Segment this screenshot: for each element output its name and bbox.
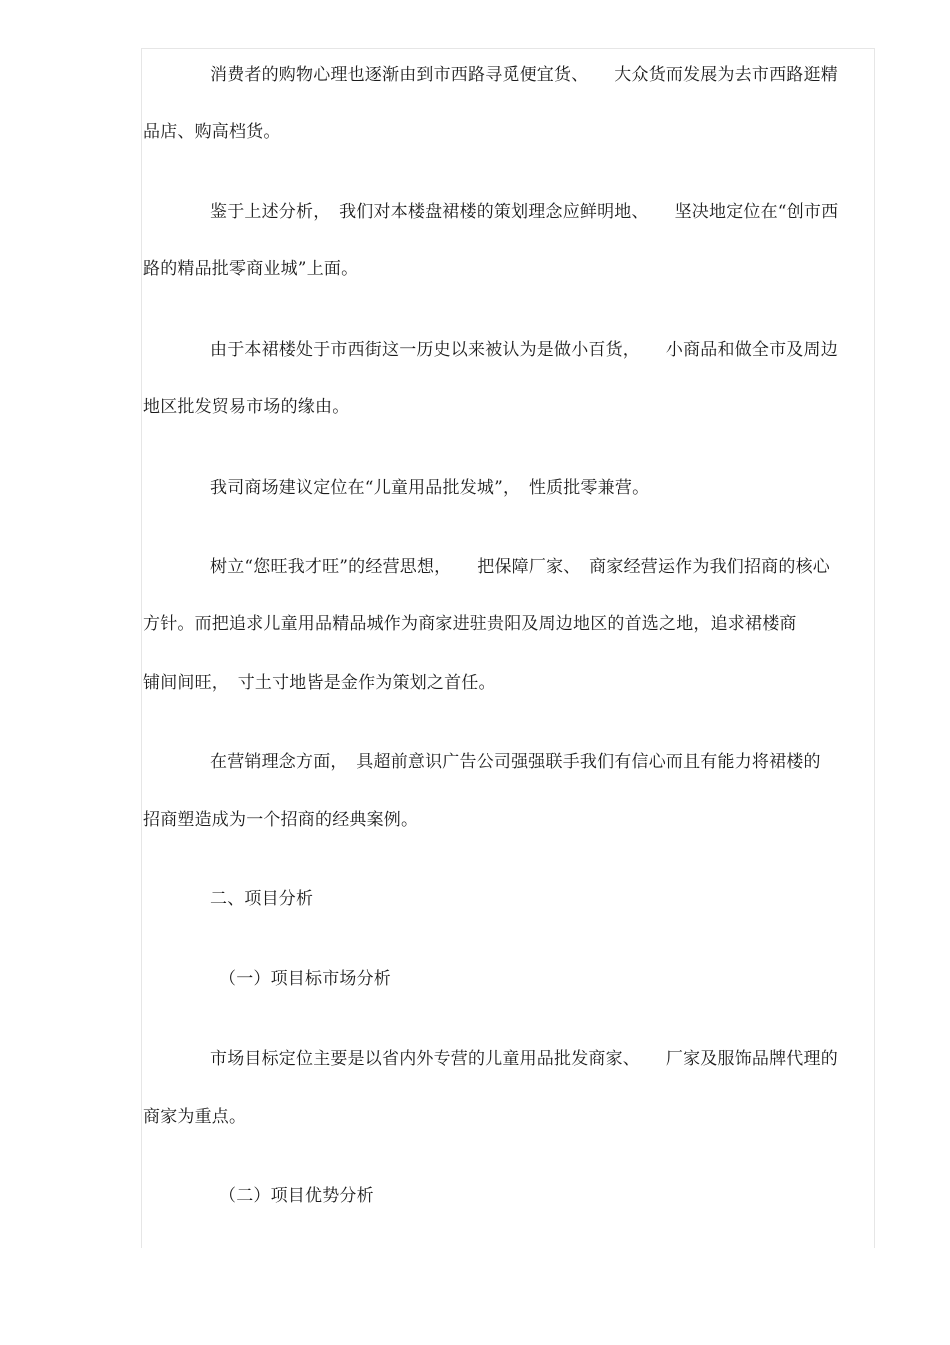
- subsection-heading-1: （一）项目标市场分析: [219, 969, 391, 989]
- paragraph-6-line-2: 招商塑造成为一个招商的经典案例。: [143, 810, 419, 830]
- section-heading-2: 二、项目分析: [210, 889, 314, 909]
- paragraph-2-line-2: 路的精品批零商业城”上面。: [143, 259, 359, 279]
- paragraph-1-line-1: 消费者的购物心理也逐渐由到市西路寻觅便宜货、 大众货而发展为去市西路逛精: [210, 65, 838, 85]
- subsection-heading-2: （二）项目优势分析: [219, 1186, 374, 1206]
- paragraph-5-line-1: 树立“您旺我才旺”的经营思想， 把保障厂家、 商家经营运作为我们招商的核心: [210, 557, 830, 577]
- paragraph-4-line-1: 我司商场建议定位在“儿童用品批发城”， 性质批零兼营。: [210, 478, 650, 498]
- paragraph-7-line-1: 市场目标定位主要是以省内外专营的儿童用品批发商家、 厂家及服饰品牌代理的: [210, 1049, 838, 1069]
- paragraph-5-line-2: 方针。而把追求儿童用品精品城作为商家进驻贵阳及周边地区的首选之地，追求裙楼商: [143, 614, 797, 634]
- paragraph-6-line-1: 在营销理念方面， 具超前意识广告公司强强联手我们有信心而且有能力将裙楼的: [210, 752, 821, 772]
- paragraph-2-line-1: 鉴于上述分析， 我们对本楼盘裙楼的策划理念应鲜明地、 坚决地定位在“创市西: [210, 202, 839, 222]
- paragraph-1-line-2: 品店、购高档货。: [143, 122, 281, 142]
- paragraph-3-line-1: 由于本裙楼处于市西街这一历史以来被认为是做小百货， 小商品和做全市及周边: [210, 340, 838, 360]
- paragraph-7-line-2: 商家为重点。: [143, 1107, 247, 1127]
- paragraph-5-line-3: 铺间间旺， 寸土寸地皆是金作为策划之首任。: [143, 673, 496, 693]
- paragraph-3-line-2: 地区批发贸易市场的缘由。: [143, 397, 350, 417]
